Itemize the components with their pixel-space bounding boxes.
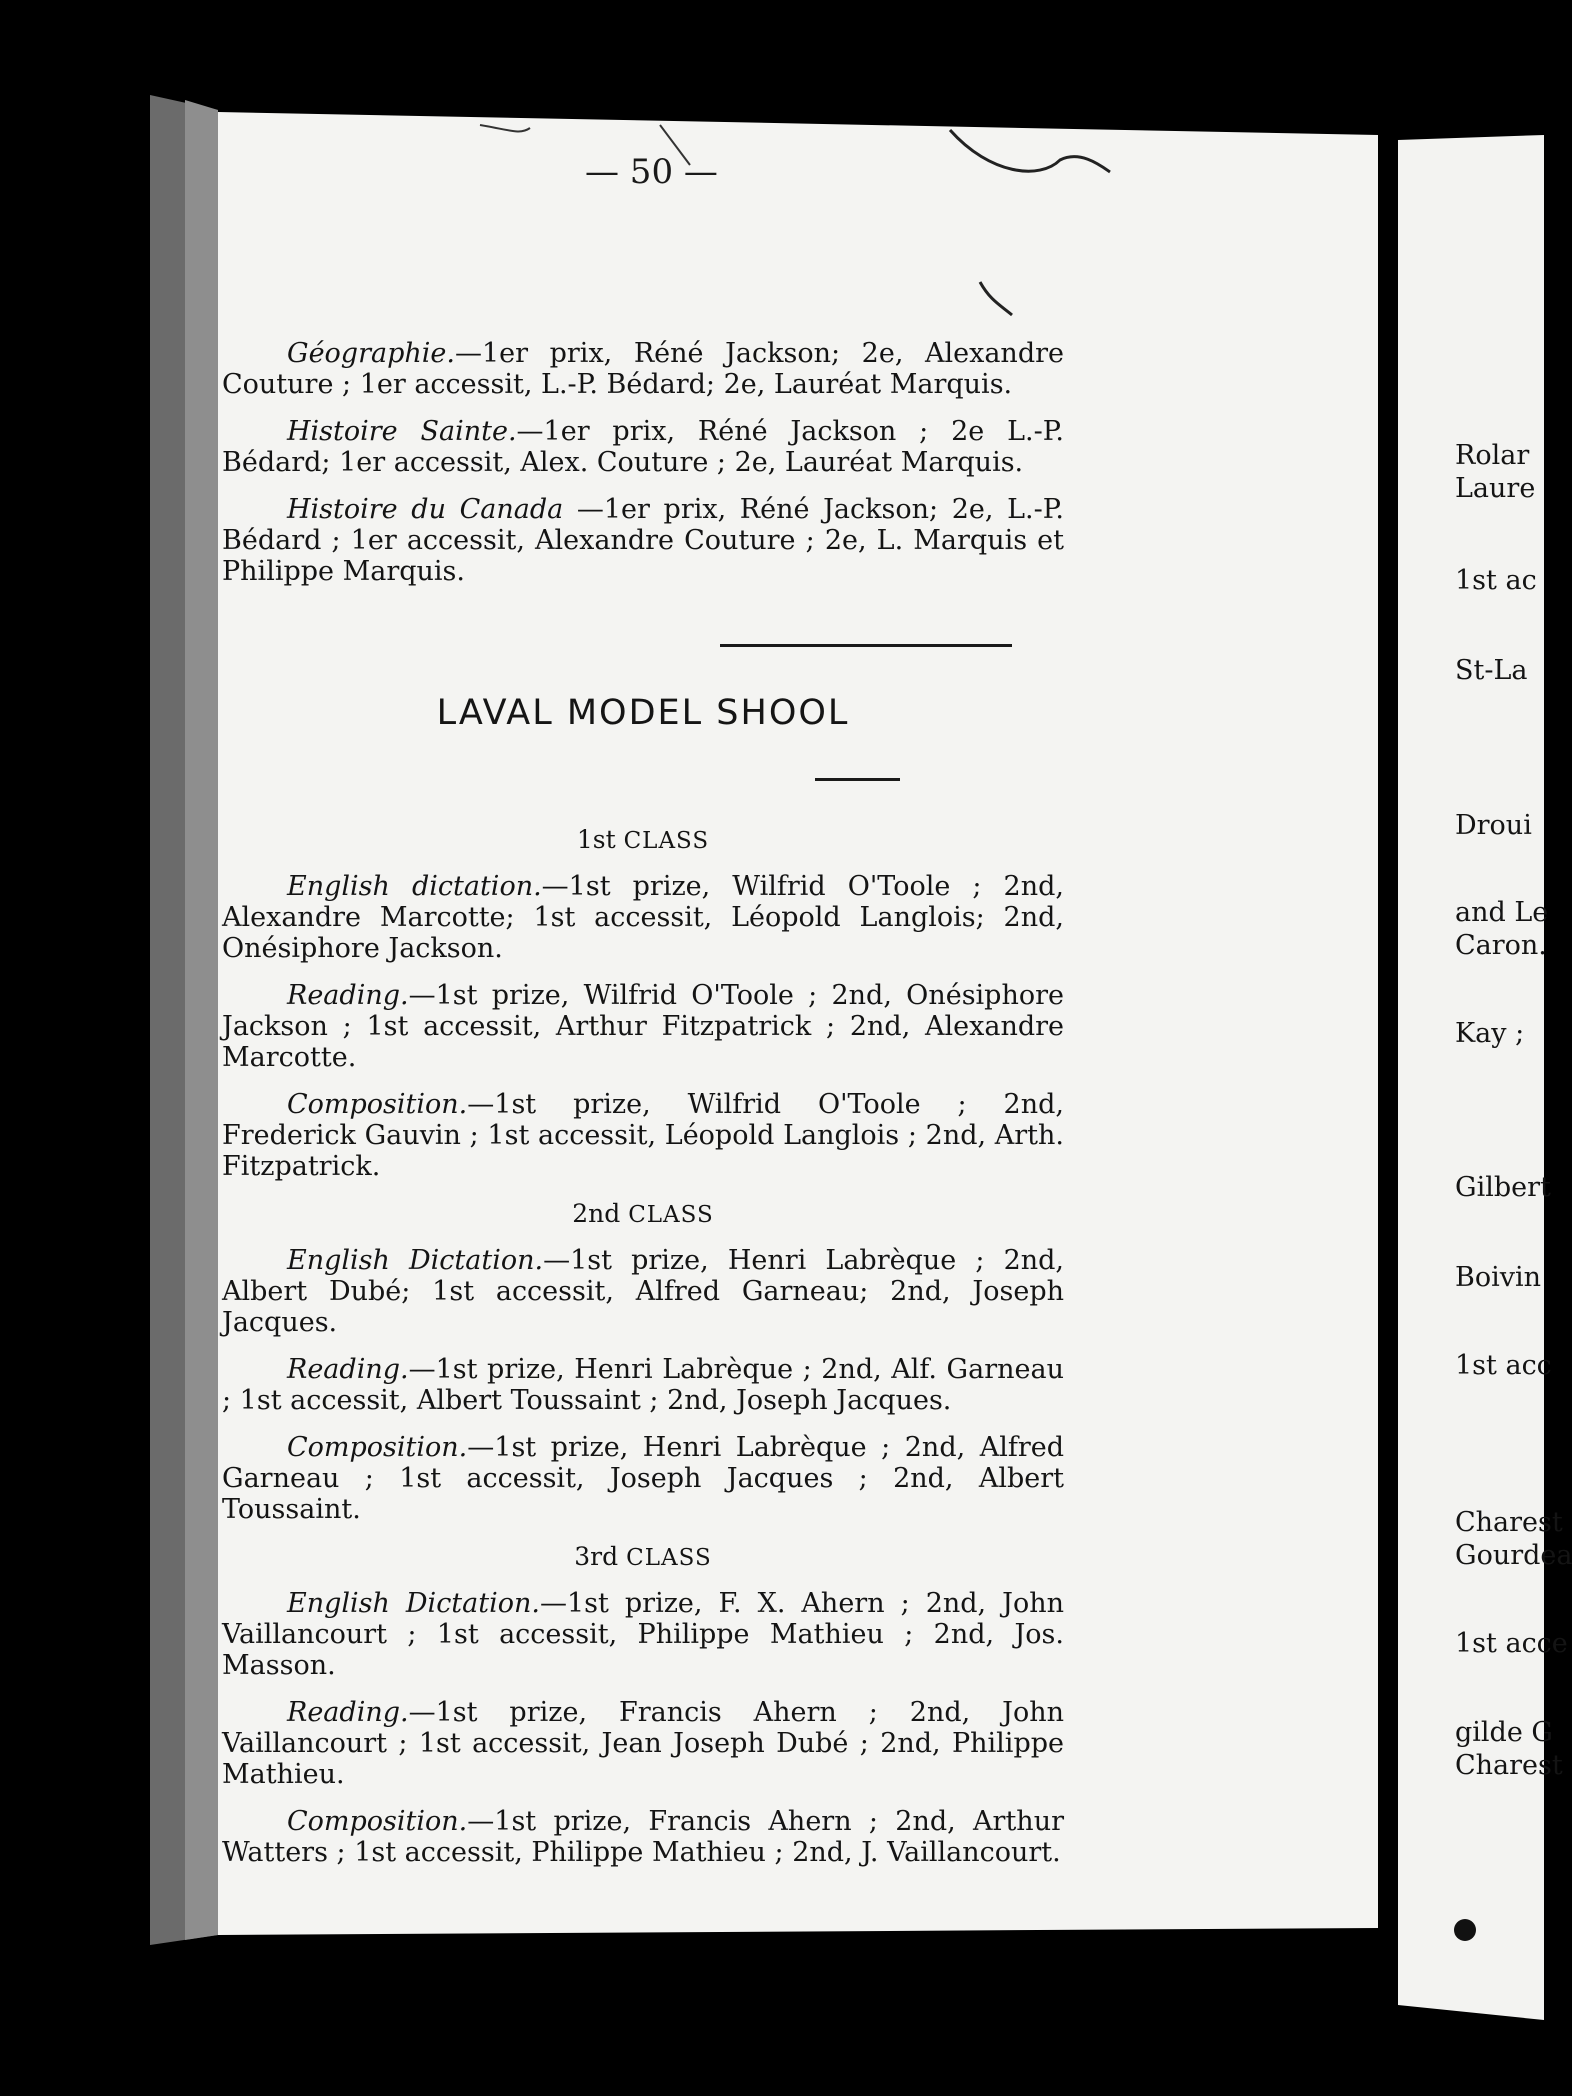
class-heading [222,1541,1064,1574]
subject-heading: Reading. [287,1697,409,1728]
class-ordinal: 1st [576,825,616,854]
prize-paragraph [222,1354,1064,1416]
prize-text: —1st prize, Wilfrid O'Toole ; 2nd, Alexandre Marcotte; 1st accessit, Léopold Langlois; 2nd, Onésiphore Jackson. [222,871,1064,964]
subject-heading: Reading. [287,1354,409,1385]
prize-paragraph [222,338,1064,400]
prize-text: —1er prix, Réné Jackson; 2e, L.-P. Bédard ; 1er accessit, Alexandre Couture ; 2e, L. Marquis et Philippe Marquis. [222,494,1064,587]
prize-text: —1st prize, Wilfrid O'Toole ; 2nd, Onésiphore Jackson ; 1st accessit, Arthur Fitzpatrick ; 2nd, Alexandre Marcotte. [222,980,1064,1073]
fragment-line: Droui [1455,810,1532,841]
french-prize-list [222,338,1064,603]
prize-text: —1st prize, Henri Labrèque ; 2nd, Albert Dubé; 1st accessit, Alfred Garneau; 2nd, Joseph Jacques. [222,1245,1065,1338]
prize-text: —1st prize, Francis Ahern ; 2nd, John Vaillancourt ; 1st accessit, Jean Joseph Dubé ; 2nd, Philippe Mathieu. [222,1697,1064,1790]
class-prize-list [222,822,1064,1884]
class-label: CLASS [628,1202,714,1228]
fragment-line: Gilbert [1455,1172,1551,1203]
prize-paragraph [222,1089,1064,1182]
title-underline [815,778,900,781]
prize-paragraph [222,1432,1064,1525]
fragment-line: St-La [1455,655,1528,686]
prize-text: —1er prix, Réné Jackson; 2e, Alexandre Couture ; 1er accessit, L.-P. Bédard; 2e, Lauréat Marquis. [222,338,1064,400]
class-label: CLASS [626,1545,712,1571]
fragment-line: 1st acc [1455,1350,1552,1381]
facing-page-fragments [1455,0,1572,2096]
subject-heading: Composition. [287,1089,468,1120]
prize-text: —1st prize, F. X. Ahern ; 2nd, John Vaillancourt ; 1st accessit, Philippe Mathieu ; 2nd, Jos. Masson. [222,1588,1065,1681]
subject-heading: English Dictation. [287,1245,544,1276]
prize-text: —1er prix, Réné Jackson ; 2e L.-P. Bédard; 1er accessit, Alex. Couture ; 2e, Lauréat Marquis. [222,416,1064,478]
subject-heading: Géographie. [287,338,455,369]
prize-paragraph [222,1245,1064,1338]
prize-text: —1st prize, Wilfrid O'Toole ; 2nd, Frederick Gauvin ; 1st accessit, Léopold Langlois ; 2nd, Arth. Fitzpatrick. [222,1089,1064,1182]
fragment-line: 1st acce [1455,1628,1568,1659]
class-heading [222,1198,1064,1231]
subject-heading: Histoire Sainte. [287,416,517,447]
class-heading [222,824,1064,857]
prize-paragraph [222,494,1064,587]
prize-paragraph [222,1697,1064,1790]
class-ordinal: 2nd [572,1199,621,1228]
prize-text: —1st prize, Henri Labrèque ; 2nd, Alfred Garneau ; 1st accessit, Joseph Jacques ; 2nd, Albert Toussaint. [222,1432,1064,1525]
subject-heading: Composition. [287,1432,468,1463]
subject-heading: English dictation. [287,871,542,902]
fragment-line: Boivin [1455,1262,1542,1293]
class-label: CLASS [623,828,710,854]
fragment-line: and Le [1455,897,1549,928]
subject-heading: Reading. [287,980,409,1011]
subject-heading: Histoire du Canada [287,494,564,525]
fragment-line: Kay ; [1455,1018,1525,1049]
fragment-line: Charest [1455,1507,1563,1538]
fragment-line: Gourdea [1455,1540,1572,1571]
prize-paragraph [222,980,1064,1073]
page-number: — 50 — [585,152,718,192]
prize-paragraph [222,871,1064,964]
fragment-line: gilde G [1455,1717,1553,1748]
prize-paragraph [222,1588,1064,1681]
prize-text: —1st prize, Henri Labrèque ; 2nd, Alf. Garneau ; 1st accessit, Albert Toussaint ; 2nd, Joseph Jacques. [222,1354,1064,1416]
fragment-line: Rolar [1455,440,1530,471]
subject-heading: English Dictation. [287,1588,540,1619]
prize-text: —1st prize, Francis Ahern ; 2nd, Arthur Watters ; 1st accessit, Philippe Mathieu ; 2nd, J. Vaillancourt. [222,1806,1064,1868]
prize-paragraph [222,416,1064,478]
fragment-line: Caron. [1455,930,1547,961]
section-title: LAVAL MODEL SHOOL [436,693,850,733]
fragment-line: Laure [1455,473,1536,504]
fragment-line: Charest [1455,1750,1563,1781]
class-ordinal: 3rd [574,1542,619,1571]
fragment-line: 1st ac [1455,565,1537,596]
prize-paragraph [222,1806,1064,1868]
section-divider [720,644,1012,647]
subject-heading: Composition. [287,1806,468,1837]
